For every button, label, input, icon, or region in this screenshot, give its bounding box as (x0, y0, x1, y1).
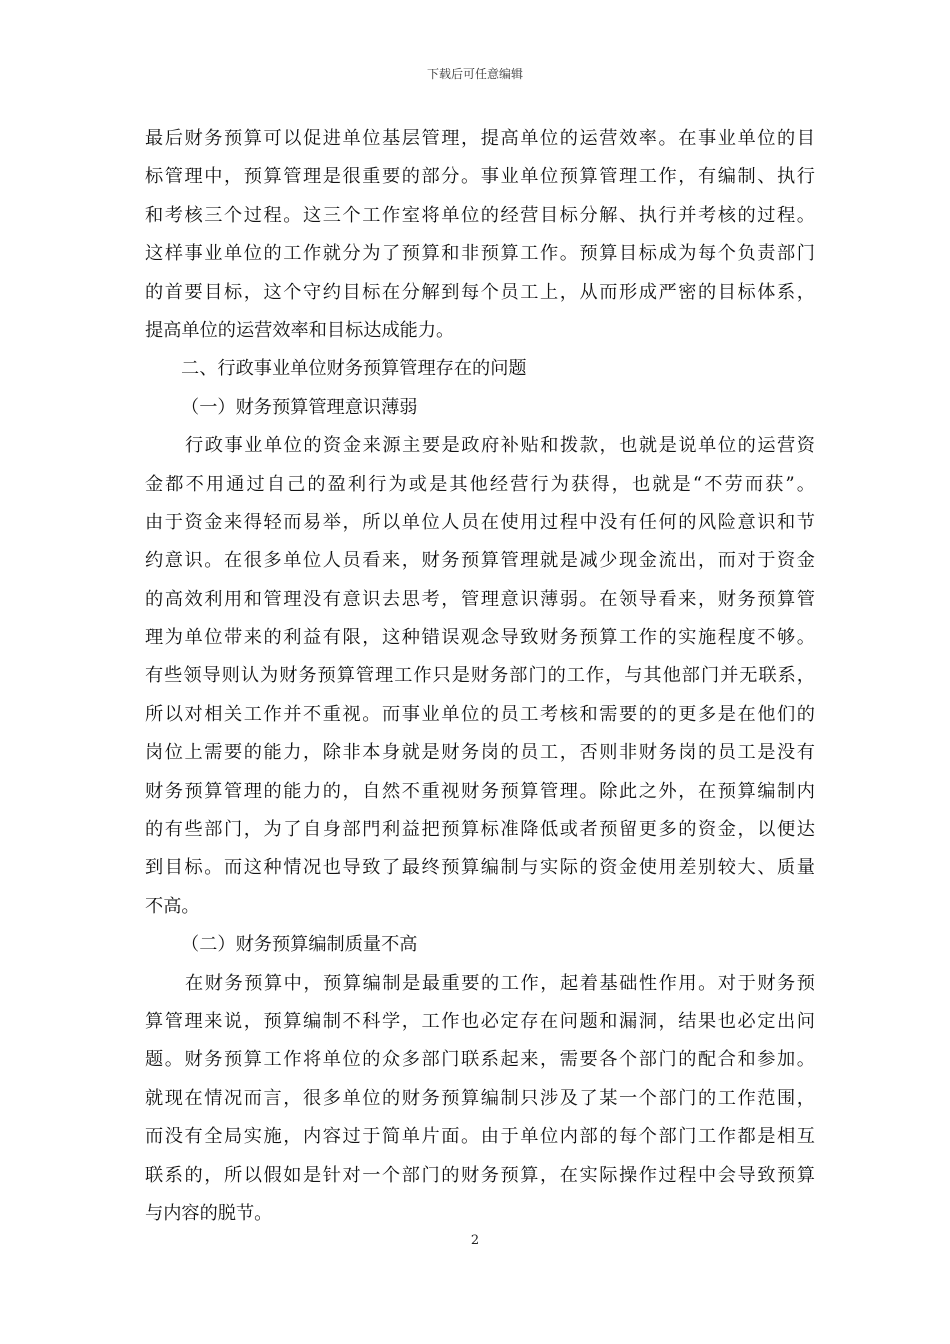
page-header: 下载后可任意编辑 (426, 67, 523, 81)
document-body (145, 120, 815, 1233)
text-line: 题。财务预算工作将单位的众多部门联系起来，需要各个部门的配合和参加。 (145, 1049, 815, 1071)
text-line: 而没有全局实施，内容过于简单片面。由于单位内部的每个部门工作都是相互 (145, 1126, 815, 1148)
text-line: 的高效利用和管理没有意识去思考，管理意识薄弱。在领导看来，财务预算管 (145, 588, 815, 610)
section-heading: 二、行政事业单位财务预算管理存在的问题 (181, 358, 527, 380)
text-line: 在财务预算中，预算编制是最重要的工作，起着基础性作用。对于财务预 (185, 972, 815, 994)
text-line: 岗位上需要的能力，除非本身就是财务岗的员工，否则非财务岗的员工是没有 (145, 742, 815, 764)
text-line: 金都不用通过自己的盈利行为或是其他经营行为获得，也就是“不劳而获”。 (145, 473, 815, 495)
text-line: 有些领导则认为财务预算管理工作只是财务部门的工作，与其他部门并无联系， (145, 665, 815, 687)
paragraph (145, 427, 815, 926)
text-line: 算管理来说，预算编制不科学，工作也必定存在问题和漏洞，结果也必定出问 (145, 1010, 815, 1032)
text-line: 和考核三个过程。这三个工作室将单位的经营目标分解、执行并考核的过程。 (145, 204, 815, 226)
text-line: 约意识。在很多单位人员看来，财务预算管理就是减少现金流出，而对于资金 (145, 550, 815, 572)
text-line: 所以对相关工作并不重视。而事业单位的员工考核和需要的的更多是在他们的 (145, 703, 815, 725)
text-line: 与内容的脱节。 (145, 1202, 273, 1224)
text-line: 提高单位的运营效率和目标达成能力。 (145, 319, 455, 341)
paragraph (145, 120, 815, 350)
text-line: 最后财务预算可以促进单位基层管理，提高单位的运营效率。在事业单位的目 (145, 128, 815, 149)
subsection-heading: （一）财务预算管理意识薄弱 (181, 396, 418, 418)
text-line: 标管理中，预算管理是很重要的部分。事业单位预算管理工作，有编制、执行 (145, 166, 815, 188)
text-line: 的有些部门，为了自身部門利益把预算标准降低或者预留更多的资金，以便达 (145, 819, 815, 841)
text-line: 的首要目标，这个守约目标在分解到每个员工上，从而形成严密的目标体系， (145, 281, 815, 303)
text-line: 联系的，所以假如是针对一个部门的财务预算，在实际操作过程中会导致预算 (145, 1164, 815, 1186)
page-number: 2 (470, 1233, 480, 1248)
paragraph (145, 965, 815, 1234)
text-line: 就现在情况而言，很多单位的财务预算编制只涉及了某一个部门的工作范围， (145, 1087, 815, 1109)
text-line: 不高。 (145, 895, 200, 917)
text-line: 到目标。而这种情况也导致了最终预算编制与实际的资金使用差别较大、质量 (145, 857, 815, 879)
text-line: 理为单位带来的利益有限，这种错误观念导致财务预算工作的实施程度不够。 (145, 627, 815, 649)
text-line: 行政事业单位的资金来源主要是政府补贴和拨款，也就是说单位的运营资 (185, 435, 815, 457)
text-line: 这样事业单位的工作就分为了预算和非预算工作。预算目标成为每个负责部门 (145, 243, 815, 265)
text-line: 由于资金来得轻而易举，所以单位人员在使用过程中没有任何的风险意识和节 (145, 511, 815, 533)
subsection-heading: （二）财务预算编制质量不高 (181, 934, 418, 956)
text-line: 财务预算管理的能力的，自然不重视财务预算管理。除此之外，在预算编制内 (145, 780, 815, 802)
